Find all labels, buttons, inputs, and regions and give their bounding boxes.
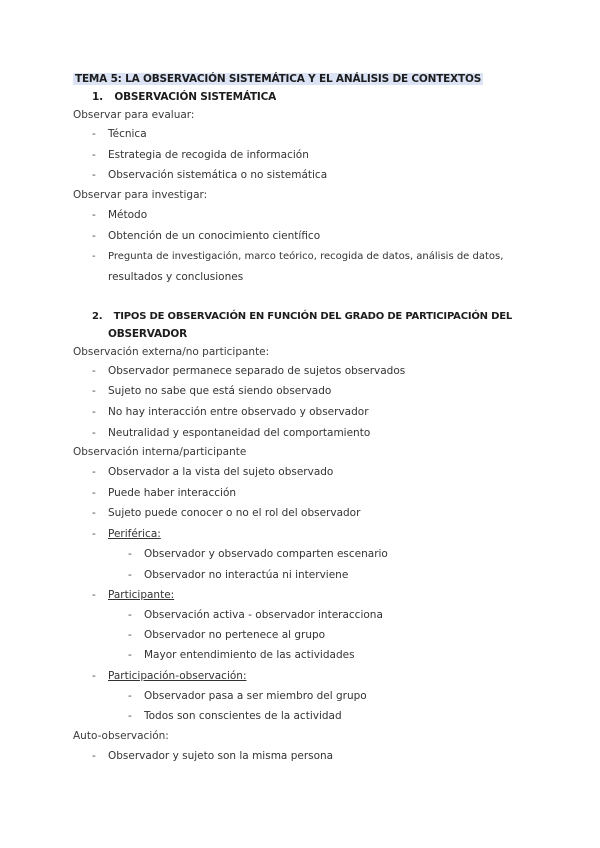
list-item: - Observador y sujeto son la misma persona <box>92 750 334 762</box>
title-highlight: TEMA 5: LA OBSERVACIÓN SISTEMÁTICA Y EL ANÁLISIS DE CONTEXTOS <box>75 73 482 85</box>
list-item: - Estrategia de recogida de información <box>92 149 309 161</box>
list-item: - Neutralidad y espontaneidad del comportamiento <box>92 427 371 439</box>
list-item: - Pregunta de investigación, marco teórico, recogida de datos, análisis de datos, <box>92 251 504 262</box>
section-2-title-line1: TIPOS DE OBSERVACIÓN EN FUNCIÓN DEL GRADO DE PARTICIPACIÓN DEL <box>113 311 513 322</box>
auto-observacion-label: Auto-observación: <box>73 730 169 742</box>
sub-list-item: - Mayor entendimiento de las actividades <box>128 649 355 661</box>
externa-label: Observación externa/no participante: <box>73 346 270 358</box>
sub-list-item: - Observador y observado comparten escenario <box>128 548 388 560</box>
list-item-periferica: - Periférica: <box>92 528 161 540</box>
list-item-continuation: resultados y conclusiones <box>108 271 244 283</box>
list-item-participacion-observacion: - Participación-observación: <box>92 670 247 682</box>
section-2-title-line2: OBSERVADOR <box>108 328 188 340</box>
list-item: - Puede haber interacción <box>92 487 237 499</box>
sub-list-item: - Observación activa - observador interacciona <box>128 609 383 621</box>
list-item: - Sujeto no sabe que está siendo observado <box>92 385 332 397</box>
list-item: - No hay interacción entre observado y observador <box>92 406 369 418</box>
list-item-participante: - Participante: <box>92 589 175 601</box>
list-item: - Técnica <box>92 128 147 140</box>
interna-label: Observación interna/participante <box>73 446 247 458</box>
section-1-title: OBSERVACIÓN SISTEMÁTICA <box>114 91 277 103</box>
section-1-heading <box>92 90 276 104</box>
list-item: - Observación sistemática o no sistemática <box>92 169 328 181</box>
section-2-number: 2. <box>92 311 103 322</box>
sub-list-item: - Observador pasa a ser miembro del grupo <box>128 690 367 702</box>
investigar-label: Observar para investigar: <box>73 189 208 201</box>
list-item: - Obtención de un conocimiento científico <box>92 230 321 242</box>
list-item: - Observador permanece separado de sujetos observados <box>92 365 406 377</box>
sub-list-item: - Todos son conscientes de la actividad <box>128 710 342 722</box>
list-item: - Sujeto puede conocer o no el rol del observador <box>92 507 361 519</box>
evaluar-label: Observar para evaluar: <box>73 109 195 121</box>
section-2-heading <box>92 310 512 324</box>
list-item: - Método <box>92 209 148 221</box>
document-title <box>73 72 483 86</box>
sub-list-item: - Observador no pertenece al grupo <box>128 629 326 641</box>
list-item: - Observador a la vista del sujeto observado <box>92 466 334 478</box>
section-1-number: 1. <box>92 91 103 103</box>
sub-list-item: - Observador no interactúa ni interviene <box>128 569 349 581</box>
